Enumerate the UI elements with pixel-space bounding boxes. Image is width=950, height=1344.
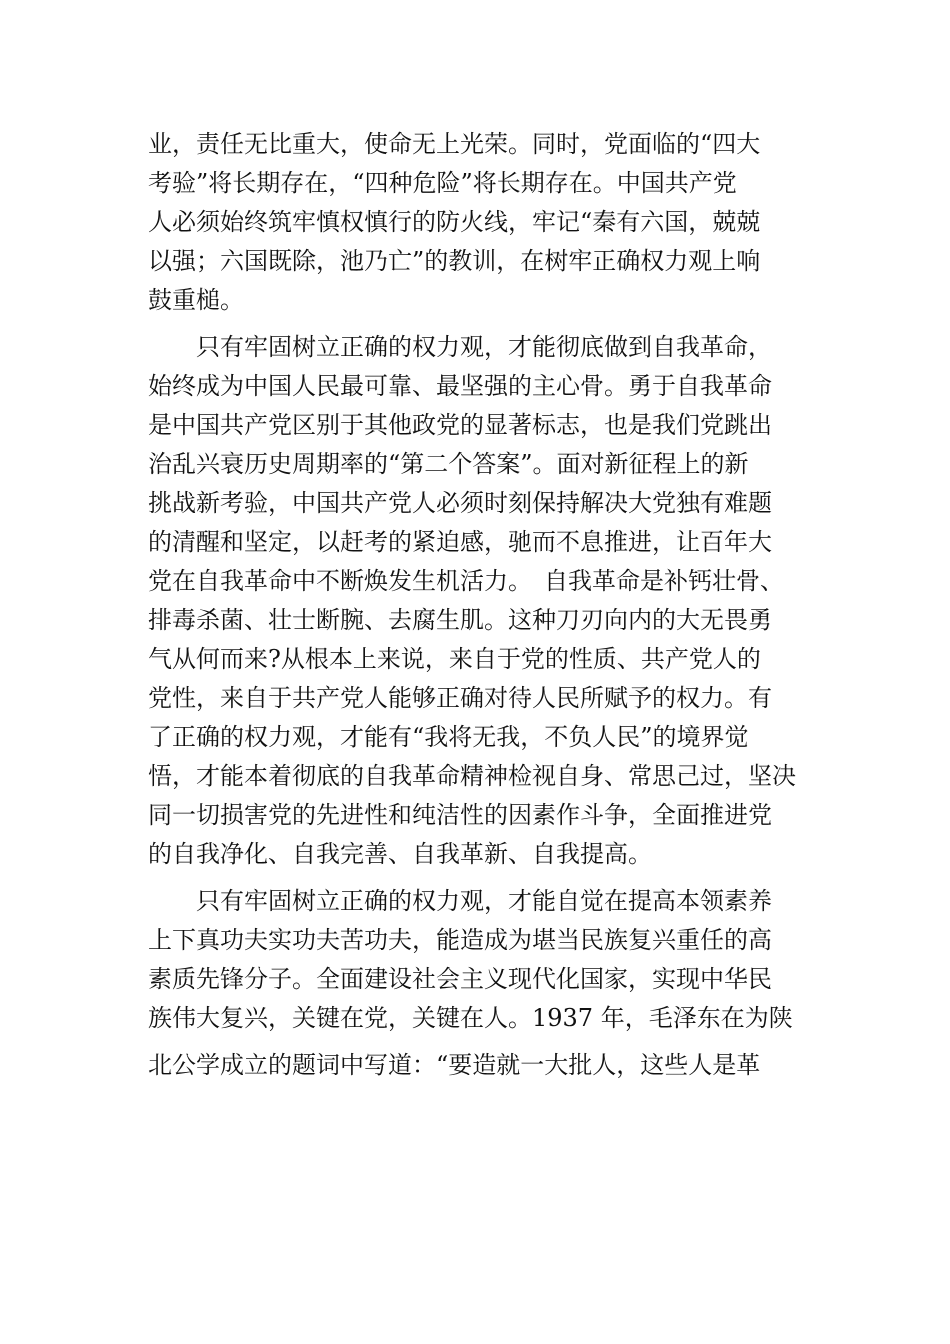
text-line: 了正确的权力观，才能有“我将无我，不负人民”的境界觉 — [148, 723, 749, 751]
text-line: 的清醒和坚定，以赶考的紧迫感，驰而不息推进，让百年大 — [148, 528, 772, 556]
text-line: 考验”将长期存在，“四种危险”将长期存在。中国共产党 — [148, 169, 737, 197]
text-line: 人必须始终筑牢慎权慎行的防火线，牢记“秦有六国，兢兢 — [148, 208, 761, 236]
text-line: 同一切损害党的先进性和纯洁性的因素作斗争，全面推进党 — [148, 801, 772, 829]
text-line: 北公学成立的题词中写道：“要造就一大批人，这些人是革 — [148, 1051, 761, 1079]
text-line: 悟，才能本着彻底的自我革命精神检视自身、常思己过，坚决 — [148, 762, 796, 790]
text-line: 党在自我革命中不断焕发生机活力。 自我革命是补钙壮骨、 — [148, 567, 784, 595]
text-line: 鼓重槌。 — [148, 286, 244, 314]
text-line: 的自我净化、自我完善、自我革新、自我提高。 — [148, 840, 652, 868]
text-line: 族伟大复兴，关键在党，关键在人。1937 年，毛泽东在为陕 — [148, 1004, 793, 1032]
text-line: 是中国共产党区别于其他政党的显著标志，也是我们党跳出 — [148, 411, 772, 439]
text-line: 始终成为中国人民最可靠、最坚强的主心骨。勇于自我革命 — [148, 372, 772, 400]
text-line: 上下真功夫实功夫苦功夫，能造成为堪当民族复兴重任的高 — [148, 926, 772, 954]
text-line: 治乱兴衰历史周期率的“第二个答案”。面对新征程上的新 — [148, 450, 749, 478]
body-text — [148, 125, 808, 1085]
text-line: 党性，来自于共产党人能够正确对待人民所赋予的权力。有 — [148, 684, 772, 712]
text-line: 气从何而来?从根本上来说，来自于党的性质、共产党人的 — [148, 645, 761, 673]
text-line: 以强；六国既除，池乃亡”的教训，在树牢正确权力观上响 — [148, 247, 761, 275]
paragraph-first-line: 只有牢固树立正确的权力观，才能彻底做到自我革命， — [196, 333, 772, 361]
text-line: 挑战新考验，中国共产党人必须时刻保持解决大党独有难题 — [148, 489, 772, 517]
text-line: 业，责任无比重大，使命无上光荣。同时，党面临的“四大 — [148, 130, 761, 158]
text-line: 素质先锋分子。全面建设社会主义现代化国家，实现中华民 — [148, 965, 772, 993]
paragraph-first-line: 只有牢固树立正确的权力观，才能自觉在提高本领素养 — [196, 887, 772, 915]
text-line: 排毒杀菌、壮士断腕、去腐生肌。这种刀刃向内的大无畏勇 — [148, 606, 772, 634]
